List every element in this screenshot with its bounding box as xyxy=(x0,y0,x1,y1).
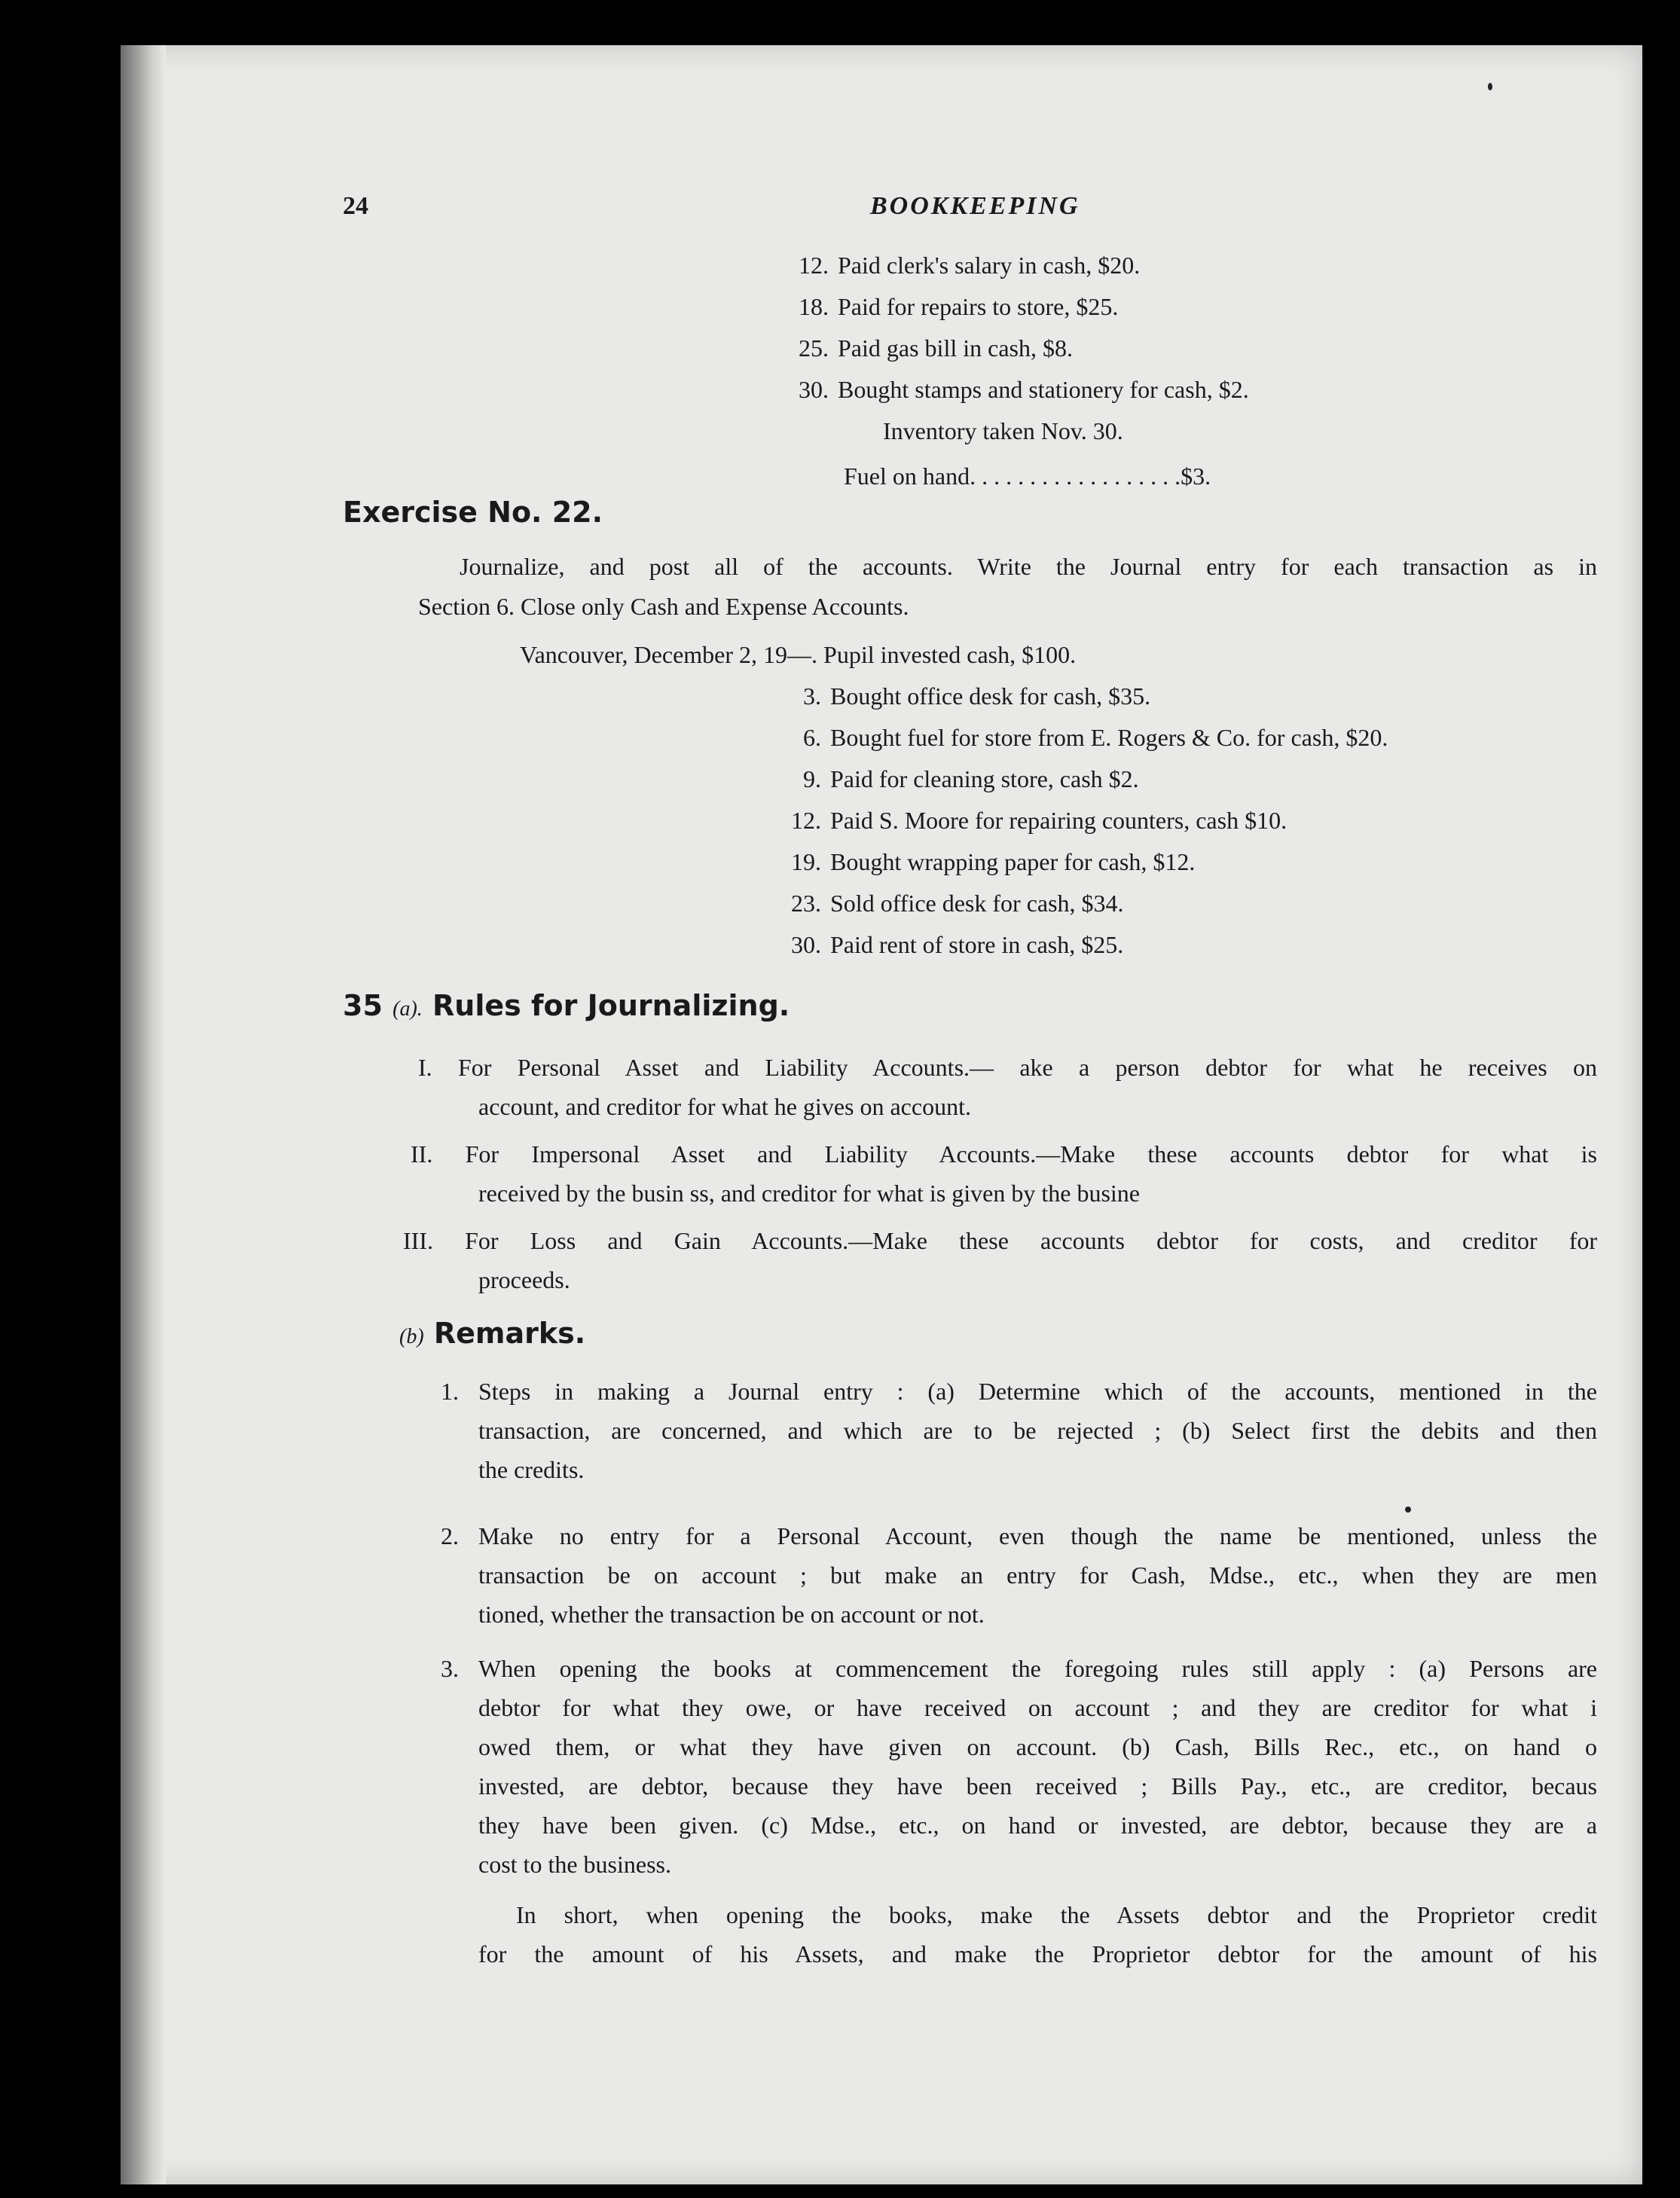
item-number: 30. xyxy=(791,931,821,958)
list-item xyxy=(776,932,1123,958)
rule-text: For Impersonal Asset and Liability Accounts.—Make these accounts debtor for what is xyxy=(465,1140,1598,1168)
remark-line: invested, are debtor, because they have been received ; Bills Pay., etc., are creditor, becaus xyxy=(478,1772,1597,1800)
item-number: 25. xyxy=(799,334,829,362)
running-head: BOOKKEEPING xyxy=(870,192,1080,220)
ink-speck xyxy=(1405,1507,1411,1513)
remark-number: 1. xyxy=(441,1378,459,1405)
summary-line-1: In short, when opening the books, make the Assets debtor and the Proprietor credit xyxy=(516,1901,1597,1928)
list-item xyxy=(783,252,1140,279)
item-text: Paid for repairs to store, $25. xyxy=(838,293,1119,320)
fuel-value: $3. xyxy=(1181,462,1211,490)
rules-heading xyxy=(343,991,790,1022)
inventory-line: Inventory taken Nov. 30. xyxy=(883,417,1123,444)
page-number: 24 xyxy=(343,192,368,220)
rule-text: For Loss and Gain Accounts.—Make these accounts debtor for costs, and creditor for xyxy=(465,1227,1598,1254)
remark-line: Make no entry for a Personal Account, even though the name be mentioned, unless the xyxy=(478,1522,1597,1549)
rule-continuation: account, and creditor for what he gives on account. xyxy=(478,1093,971,1120)
remark-line: they have been given. (c) Mdse., etc., on hand or invested, are debtor, because they are a xyxy=(478,1812,1597,1839)
rule-number: III. xyxy=(403,1227,433,1254)
item-number: 30. xyxy=(799,376,829,403)
remarks-sub: (b) xyxy=(399,1325,424,1348)
section-title: Rules for Journalizing. xyxy=(432,989,790,1022)
item-text: Paid gas bill in cash, $8. xyxy=(838,334,1073,362)
item-text: Bought fuel for store from E. Rogers & Co. for cash, $20. xyxy=(830,724,1388,751)
item-text: Paid clerk's salary in cash, $20. xyxy=(838,252,1141,279)
remark-line: owed them, or what they have given on account. (b) Cash, Bills Rec., etc., on hand o xyxy=(478,1733,1597,1760)
remark-line: transaction be on account ; but make an entry for Cash, Mdse., etc., when they are men xyxy=(478,1561,1597,1589)
remarks-title: Remarks. xyxy=(433,1317,586,1350)
fuel-leader: . . . . . . . . . . . . . . . . . . xyxy=(970,462,1181,490)
item-number: 19. xyxy=(791,848,821,875)
rule-number: II. xyxy=(411,1140,433,1168)
list-item xyxy=(783,377,1249,403)
list-item xyxy=(776,725,1388,751)
exercise-instructions-line-2: Section 6. Close only Cash and Expense Accounts. xyxy=(418,593,909,620)
rule-continuation: proceeds. xyxy=(478,1266,570,1293)
remarks-heading xyxy=(399,1318,585,1350)
list-item xyxy=(783,294,1118,320)
list-item xyxy=(776,807,1287,834)
item-text: Bought wrapping paper for cash, $12. xyxy=(830,848,1196,875)
book-page xyxy=(121,45,1642,2184)
list-item xyxy=(776,683,1150,710)
item-number: 12. xyxy=(791,807,821,834)
item-number: 23. xyxy=(791,890,821,917)
summary-line-2: for the amount of his Assets, and make the Proprietor debtor for the amount of his xyxy=(478,1940,1597,1968)
item-text: Bought office desk for cash, $35. xyxy=(830,682,1151,710)
remark-line: Steps in making a Journal entry : (a) Determine which of the accounts, mentioned in the xyxy=(478,1378,1597,1405)
remark-line: transaction, are concerned, and which are to be rejected ; (b) Select first the debits and then xyxy=(478,1417,1597,1444)
remark-number: 3. xyxy=(441,1655,459,1682)
exercise-first-entry: Vancouver, December 2, 19—. Pupil invested cash, $100. xyxy=(520,641,1077,668)
item-number: 12. xyxy=(799,252,829,279)
item-number: 3. xyxy=(803,682,821,710)
rule-line xyxy=(411,1141,1597,1168)
rule-line xyxy=(418,1055,1597,1081)
remark-number: 2. xyxy=(441,1522,459,1549)
ink-speck xyxy=(1488,83,1492,90)
rule-text: For Personal Asset and Liability Accounts.— ake a person debtor for what he receives on xyxy=(457,1054,1598,1081)
exercise-heading: Exercise No. 22. xyxy=(343,496,603,529)
rule-number: I. xyxy=(418,1054,432,1081)
list-item xyxy=(776,890,1124,917)
section-sub: (a). xyxy=(393,997,423,1021)
remark-line: debtor for what they owe, or have received on account ; and they are creditor for what i xyxy=(478,1694,1597,1721)
section-number: 35 xyxy=(343,989,383,1022)
item-text: Sold office desk for cash, $34. xyxy=(830,890,1124,917)
item-text: Paid for cleaning store, cash $2. xyxy=(830,765,1139,792)
item-number: 6. xyxy=(803,724,821,751)
remark-line: tioned, whether the transaction be on account or not. xyxy=(478,1601,985,1628)
item-number: 18. xyxy=(799,293,829,320)
rule-continuation: received by the busin ss, and creditor for what is given by the busine xyxy=(478,1180,1140,1207)
rule-line xyxy=(403,1228,1597,1254)
list-item xyxy=(783,335,1073,362)
list-item xyxy=(776,766,1139,792)
item-text: Paid rent of store in cash, $25. xyxy=(830,931,1124,958)
remark-line: When opening the books at commencement the foregoing rules still apply : (a) Persons are xyxy=(478,1655,1597,1682)
list-item xyxy=(776,849,1195,875)
fuel-label: Fuel on hand xyxy=(844,462,970,490)
exercise-instructions-line-1: Journalize, and post all of the accounts. Write the Journal entry for each transaction as in xyxy=(460,553,1597,580)
item-text: Bought stamps and stationery for cash, $2. xyxy=(838,376,1249,403)
item-number: 9. xyxy=(803,765,821,792)
item-text: Paid S. Moore for repairing counters, cash $10. xyxy=(830,807,1287,834)
remark-line: the credits. xyxy=(478,1456,585,1483)
fuel-on-hand-line xyxy=(844,463,1211,490)
remark-line: cost to the business. xyxy=(478,1851,671,1878)
